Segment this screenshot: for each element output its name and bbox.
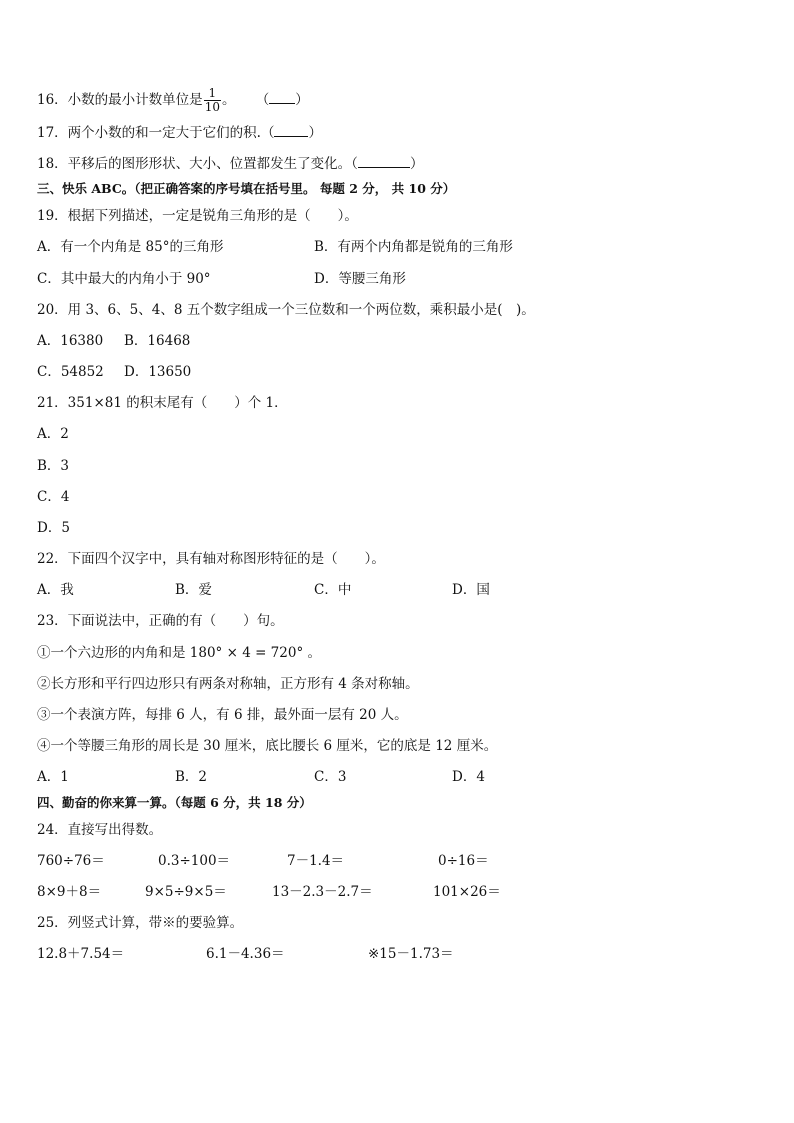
q21-option-b[interactable]: B．3 (37, 458, 70, 474)
question-16 (37, 87, 309, 114)
q23-option-a[interactable]: A．1 (37, 769, 69, 785)
q23-option-b[interactable]: B．2 (175, 769, 208, 785)
q22-option-a[interactable]: A．我 (37, 582, 74, 598)
answer-blank-17[interactable] (274, 124, 308, 137)
q19-option-d[interactable]: D．等腰三角形 (314, 271, 406, 287)
q17-paren-right: ） (308, 125, 322, 141)
question-24-stem: 24．直接写出得数。 (37, 822, 163, 838)
fraction-denominator: 10 (204, 100, 220, 114)
q23-option-d[interactable]: D．4 (452, 769, 485, 785)
question-19-stem: 19．根据下列描述，一定是锐角三角形的是（ ）。 (37, 208, 358, 224)
question-21-stem: 21．351×81 的积末尾有（ ）个 1． (37, 395, 288, 411)
section-4-heading: 四、勤奋的你来算一算。（每题 6 分，共 18 分） (37, 795, 312, 810)
q24-problem: 7－1.4＝ (287, 853, 345, 869)
q20-option-c[interactable]: C．54852 (37, 364, 104, 380)
q16-paren-left: （ (255, 92, 270, 108)
q24-problem: 0÷16＝ (438, 853, 489, 869)
q17-stem: 17．两个小数的和一定大于它们的积.（ (37, 125, 275, 141)
q22-option-c[interactable]: C．中 (314, 582, 352, 598)
q24-problem: 8×9＋8＝ (37, 884, 102, 900)
answer-blank-18[interactable] (358, 155, 410, 168)
q23-statement-2: ②长方形和平行四边形只有两条对称轴，正方形有 4 条对称轴。 (37, 676, 419, 692)
q20-option-d[interactable]: D．13650 (124, 364, 192, 380)
q18-paren-right: ） (409, 156, 424, 172)
q22-option-d[interactable]: D．国 (452, 582, 490, 598)
q25-problem: 6.1－4.36＝ (206, 946, 285, 962)
q24-problem: 760÷76＝ (37, 853, 105, 869)
q16-stem: 16．小数的最小计数单位是 (37, 92, 203, 108)
q16-period: 。 (221, 92, 236, 108)
q24-problem: 13－2.3－2.7＝ (272, 884, 373, 900)
q23-statement-3: ③一个表演方阵，每排 6 人，有 6 排，最外面一层有 20 人。 (37, 707, 408, 723)
fraction-one-tenth (204, 87, 221, 114)
q16-paren-right: ） (295, 92, 309, 108)
q22-option-b[interactable]: B．爱 (175, 582, 212, 598)
q25-problem: 12.8＋7.54＝ (37, 946, 125, 962)
answer-blank-16[interactable] (269, 91, 295, 104)
q20-option-b[interactable]: B．16468 (124, 333, 191, 349)
fraction-numerator: 1 (204, 87, 221, 101)
section-3-heading: 三、快乐 ABC。（把正确答案的序号填在括号里。 每题 2 分， 共 10 分） (37, 181, 456, 196)
q18-stem: 18．平移后的图形形状、大小、位置都发生了变化。（ (37, 156, 358, 172)
q24-problem: 101×26＝ (433, 884, 501, 900)
q21-option-a[interactable]: A．2 (37, 426, 69, 442)
question-20-stem: 20．用 3、6、5、4、8 五个数字组成一个三位数和一个两位数，乘积最小是( )。 (37, 302, 535, 318)
question-23-stem: 23．下面说法中，正确的有（ ）句。 (37, 613, 284, 629)
question-17 (37, 124, 322, 142)
q21-option-d[interactable]: D．5 (37, 520, 70, 536)
question-25-stem: 25．列竖式计算，带※的要验算。 (37, 915, 244, 931)
q23-option-c[interactable]: C．3 (314, 769, 347, 785)
q23-statement-1: ①一个六边形的内角和是 180° × 4 = 720° 。 (37, 645, 321, 661)
q19-option-c[interactable]: C．其中最大的内角小于 90° (37, 271, 211, 287)
q19-option-a[interactable]: A．有一个内角是 85°的三角形 (37, 239, 224, 255)
q21-option-c[interactable]: C．4 (37, 489, 70, 505)
q23-statement-4: ④一个等腰三角形的周长是 30 厘米，底比腰长 6 厘米，它的底是 12 厘米。 (37, 738, 498, 754)
q20-option-a[interactable]: A．16380 (37, 333, 104, 349)
q24-problem: 9×5÷9×5＝ (145, 884, 227, 900)
question-22-stem: 22．下面四个汉字中，具有轴对称图形特征的是（ ）。 (37, 551, 385, 567)
q24-problem: 0.3÷100＝ (158, 853, 231, 869)
q19-option-b[interactable]: B．有两个内角都是锐角的三角形 (314, 239, 513, 255)
question-18 (37, 155, 423, 173)
q25-problem: ※15－1.73＝ (368, 946, 454, 962)
